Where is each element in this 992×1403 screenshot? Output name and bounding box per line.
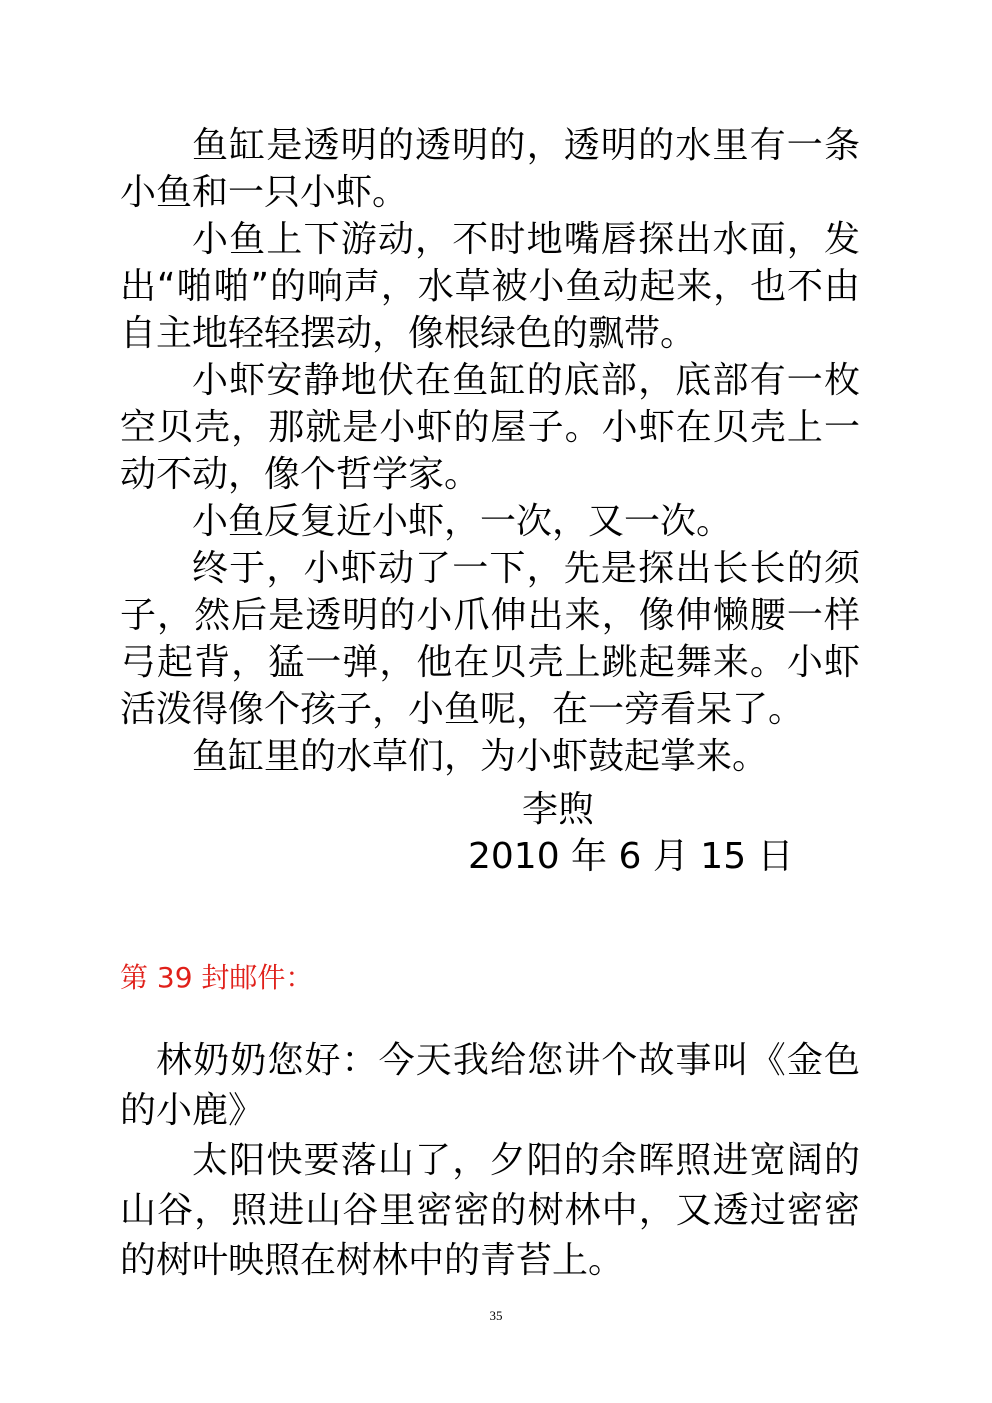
story-paragraph: 终于，小虾动了一下，先是探出长长的须子，然后是透明的小爪伸出来，像伸懒腰一样弓起背，猛一弹，他在贝壳上跳起舞来。小虾活泼得像个孩子，小鱼呢，在一旁看呆了。 <box>120 548 860 730</box>
story-paragraph: 鱼缸是透明的透明的，透明的水里有一条小鱼和一只小虾。 <box>120 125 860 213</box>
page-number: 35 <box>489 1308 503 1323</box>
story-paragraph: 小虾安静地伏在鱼缸的底部，底部有一枚空贝壳，那就是小虾的屋子。小虾在贝壳上一动不动，像个哲学家。 <box>120 360 860 495</box>
mail-body <box>120 1036 860 1286</box>
mail-heading: 第 39 封邮件： <box>120 961 314 994</box>
story-paragraph: 鱼缸里的水草们，为小虾鼓起掌来。 <box>192 736 769 777</box>
mail-paragraph: 太阳快要落山了，夕阳的余晖照进宽阔的山谷，照进山谷里密密的树林中，又透过密密的树叶映照在树林中的青苔上。 <box>120 1140 860 1281</box>
mail-greeting: 林奶奶您好：今天我给您讲个故事叫《金色的小鹿》 <box>120 1040 860 1131</box>
story-paragraph: 小鱼上下游动，不时地嘴唇探出水面，发出“啪啪”的响声，水草被小鱼动起来，也不由自主地轻轻摆动，像根绿色的飘带。 <box>120 219 860 354</box>
story-date: 2010 年 6 月 15 日 <box>468 836 794 877</box>
story-paragraph: 小鱼反复近小虾，一次，又一次。 <box>192 501 733 542</box>
story-author: 李煦 <box>522 789 595 830</box>
story-body <box>120 122 860 780</box>
